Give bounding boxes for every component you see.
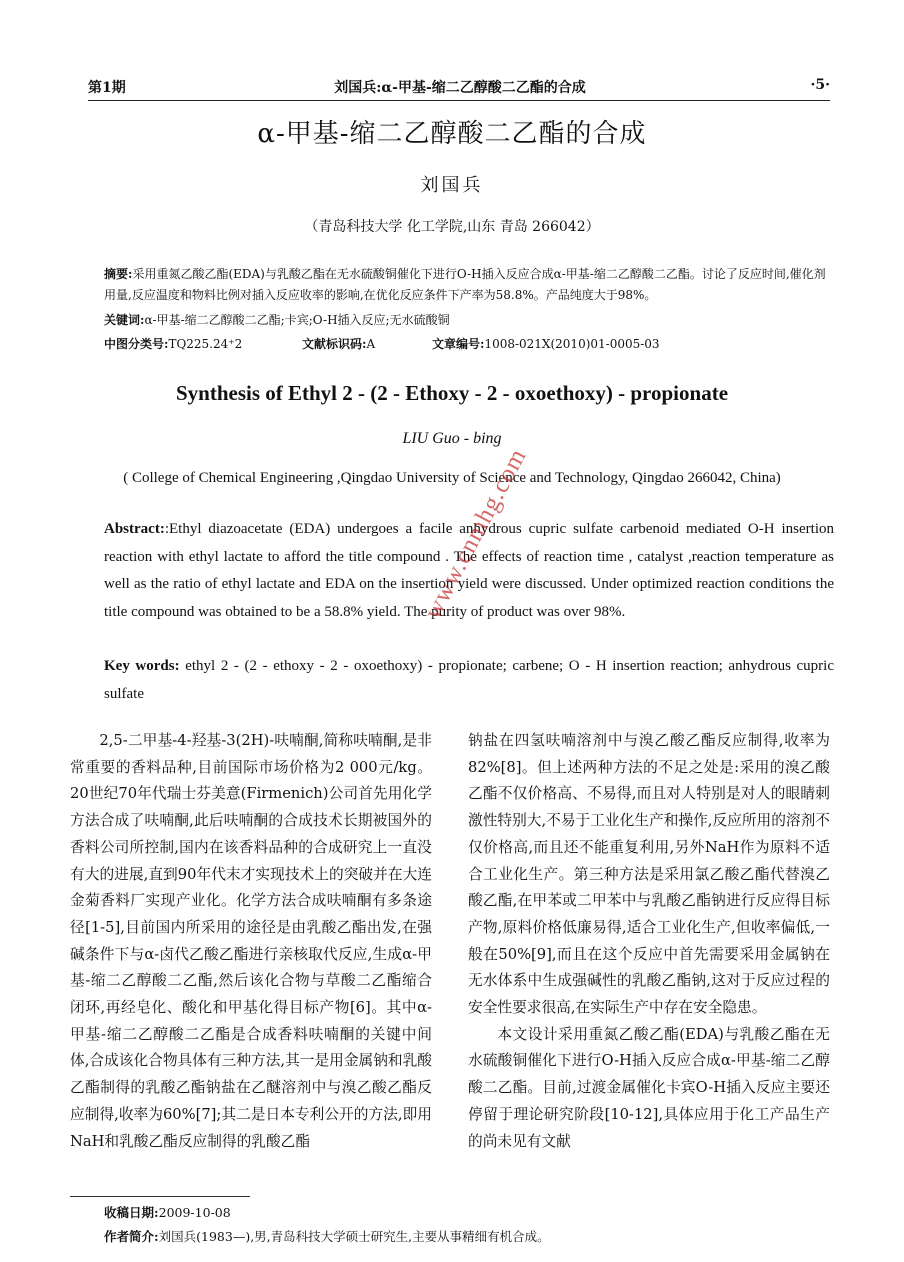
body-paragraph: 本文设计采用重氮乙酸乙酯(EDA)与乳酸乙酯在无水硫酸铜催化下进行O-H插入反应合成α-甲基-缩二乙醇酸二乙酯。目前,过渡金属催化卡宾O-H插入反应主要还停留于理论研究阶段[10-12],具体应用于化工产品生产的尚未见有文献 (468, 1025, 830, 1150)
keywords-cn-label: 关键词: (104, 313, 145, 327)
received-date-label: 收稿日期: (104, 1205, 159, 1220)
body-paragraph: 2,5-二甲基-4-羟基-3(2H)-呋喃酮,简称呋喃酮,是非常重要的香料品种,目前国际市场价格为2 000元/kg。20世纪70年代瑞士芬美意(Firmenich)公司首先用化学方法合成了呋喃酮,此后呋喃酮的合成技术长期被国外的香料公司所控制,国内在该香料品种的合成研究上一直没有大的进展,直到90年代末才实现技术上的突破并在大连金菊香料厂实现产业化。化学方法合成呋喃酮有多条途径[1-5],目前国内所采用的途径是由乳酸乙酯出发,在强碱条件下与α-卤代乙酸乙酯进行亲核取代反应,生成α-甲基-缩二乙醇酸二乙酯,然后该化合物与草酸二乙酯缩合闭环,再经皂化、酸化和甲基化得目标产物[6]。其中α-甲基-缩二乙醇酸二乙酯是合成香料呋喃酮的关键中间体,合成该化合物具体有三种方法,其一是用金属钠和乳酸乙酯制得的乳酸乙酯钠盐在乙醚溶剂中与溴乙酸乙酯反应制得,收率为60%[7];其二是日本专利公开的方法,即用NaH和乳酸乙酯反应制得的乳酸乙酯 (70, 732, 432, 1150)
author-name-en: LIU Guo - bing (402, 430, 502, 447)
article-number-value: 1008-021X(2010)01-0005-03 (484, 337, 660, 351)
issue-number: 第1期 (88, 80, 126, 96)
body-column-left (70, 728, 432, 1155)
body-column-right (468, 728, 830, 1155)
header-rule (88, 100, 830, 101)
abstract-cn-label: 摘要: (104, 267, 133, 281)
affiliation-cn: （青岛科技大学 化工学院,山东 青岛 266042） (304, 219, 600, 235)
received-date-value: 2009-10-08 (158, 1205, 231, 1220)
article-number (432, 335, 660, 352)
document-code-label: 文献标识码: (302, 337, 367, 351)
author-name-cn: 刘国兵 (420, 175, 484, 196)
clc-value: TQ225.24⁺2 (168, 337, 243, 351)
abstract-cn (104, 264, 834, 306)
keywords-cn (104, 310, 834, 331)
abstract-en-text: :Ethyl diazoacetate (EDA) undergoes a facile anhydrous cupric sulfate carbenoid mediated O-H insertion reaction with ethyl lactate to afford the title compound . The effects of reaction time , catalyst ,reaction temperature as well as the ratio of ethyl lactate and EDA on the insertion yield were discussed. Under optimized reaction conditions the title compound was obtained to be a 58.8% yield. The purity of product was over 98%. (104, 521, 834, 620)
author-bio-label: 作者简介: (104, 1229, 159, 1244)
received-date (104, 1203, 231, 1221)
article-number-label: 文章编号: (432, 337, 485, 351)
keywords-en-label: Key words: (104, 658, 180, 674)
abstract-cn-text: 采用重氮乙酸乙酯(EDA)与乳酸乙酯在无水硫酸铜催化下进行O-H插入反应合成α-甲基-缩二乙醇酸二乙酯。讨论了反应时间,催化剂用量,反应温度和物料比例对插入反应收率的影响,在优化反应条件下产率为58.8%。产品纯度大于98%。 (104, 267, 826, 302)
running-title: 刘国兵:α-甲基-缩二乙醇酸二乙酯的合成 (334, 80, 586, 96)
body-paragraph: 钠盐在四氢呋喃溶剂中与溴乙酸乙酯反应制得,收率为82%[8]。但上述两种方法的不足之处是:采用的溴乙酸乙酯不仅价格高、不易得,而且对人特别是对人的眼睛刺激性特别大,不易于工业化生产和操作,反应所用的溶剂不仅价格高,而且还不能重复利用,另外NaH作为原料不适合工业化生产。第三种方法是采用氯乙酸乙酯代替溴乙酸乙酯,在甲苯或二甲苯中与乳酸乙酯钠进行反应得目标产物,原料价格低廉易得,适合工业化生产,但收率偏低,一般在50%[9],而且在这个反应中首先需要采用金属钠在无水体系中生成强碱性的乳酸乙酯钠,这对于反应过程的安全性要求很高,在实际生产中存在安全隐患。 (468, 732, 830, 1017)
clc-label: 中图分类号: (104, 337, 169, 351)
clc-number (104, 335, 242, 352)
author-bio (104, 1227, 550, 1245)
abstract-en-label: Abstract: (104, 521, 165, 537)
footnote-rule (70, 1196, 250, 1197)
watermark: www.cnmhg.com (419, 443, 532, 624)
page-number: ·5· (810, 77, 830, 93)
keywords-en (104, 653, 834, 708)
affiliation-en: ( College of Chemical Engineering ,Qingdao University of Science and Technology, Qingdao 266042, China) (123, 470, 781, 486)
paper-title-en: Synthesis of Ethyl 2 - (2 - Ethoxy - 2 - oxoethoxy) - propionate (175, 381, 729, 405)
document-code (302, 335, 375, 352)
keywords-cn-text: α-甲基-缩二乙醇酸二乙酯;卡宾;O-H插入反应;无水硫酸铜 (144, 313, 450, 327)
document-code-value: A (366, 337, 376, 351)
keywords-en-text: ethyl 2 - (2 - ethoxy - 2 - oxoethoxy) - propionate; carbene; O - H insertion reaction; anhydrous cupric sulfate (104, 658, 835, 702)
author-bio-text: 刘国兵(1983—),男,青岛科技大学硕士研究生,主要从事精细有机合成。 (158, 1229, 550, 1244)
paper-title-cn: α-甲基-缩二乙醇酸二乙酯的合成 (257, 119, 647, 149)
abstract-en (104, 516, 834, 626)
